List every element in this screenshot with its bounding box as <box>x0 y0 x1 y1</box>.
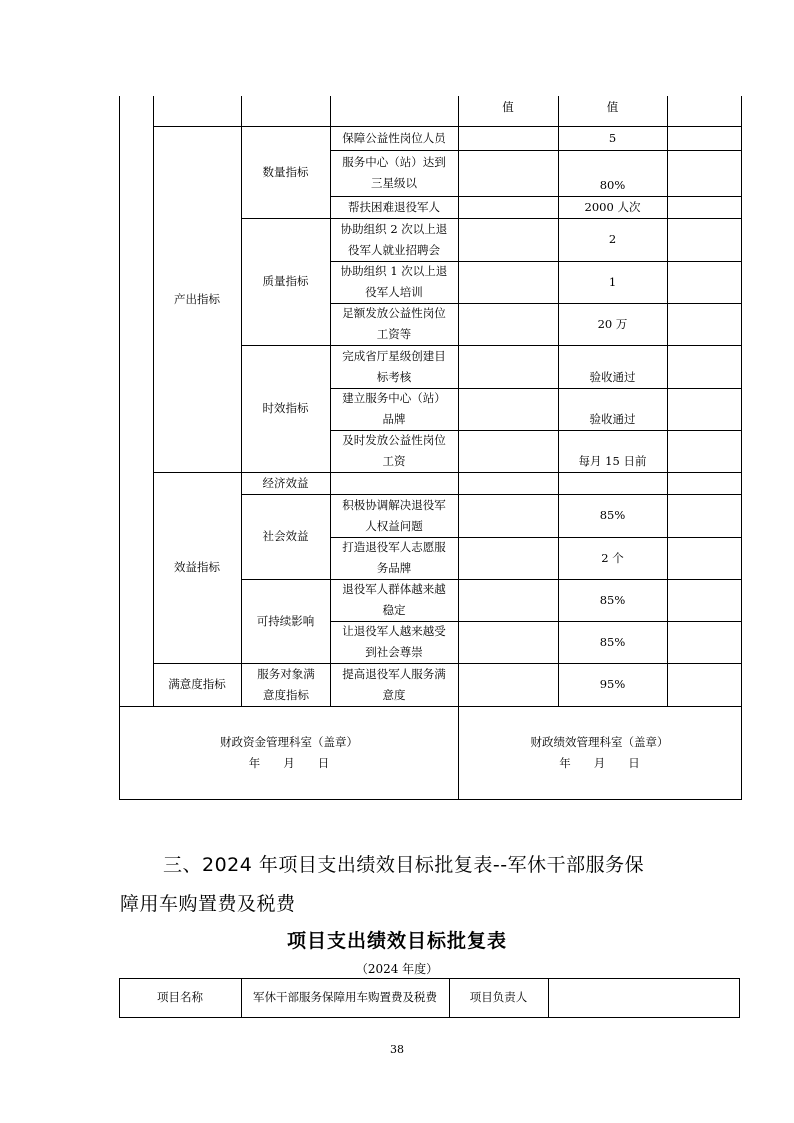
indicator-cell: 完成省厅星级创建目标考核 <box>342 348 446 384</box>
benefit-indicator-label: 效益指标 <box>174 560 220 574</box>
value-cell: 85% <box>599 592 626 607</box>
indicator-cell: 帮扶困难退役军人 <box>348 199 440 214</box>
value-cell: 85% <box>599 634 626 649</box>
header-value-2: 值 <box>606 99 619 114</box>
value-cell: 20 万 <box>597 316 628 331</box>
value-cell: 2 <box>608 232 617 246</box>
page-number: 38 <box>390 1043 404 1056</box>
sustainable-impact-label: 可持续影响 <box>256 613 315 628</box>
section-heading-line2: 障用车购置费及税费 <box>120 893 296 915</box>
sign-left-office: 财政资金管理科室（盖章） <box>220 735 358 749</box>
project-name-label: 项目名称 <box>157 990 203 1004</box>
project-name-value: 军休干部服务保障用车购置费及税费 <box>253 990 437 1004</box>
service-satisfaction-label: 服务对象满意度指标 <box>257 666 315 702</box>
value-cell: 2 个 <box>601 550 624 565</box>
project-owner-label: 项目负责人 <box>469 990 528 1004</box>
form-title: 项目支出绩效目标批复表 <box>286 930 507 952</box>
indicator-cell: 及时发放公益性岗位工资 <box>342 433 446 468</box>
header-value-1: 值 <box>502 99 514 114</box>
sign-right-office: 财政绩效管理科室（盖章） <box>530 735 669 749</box>
timeliness-indicator-label: 时效指标 <box>262 401 309 415</box>
form-year: （2024 年度） <box>355 962 439 976</box>
value-cell: 每月 15 日前 <box>578 454 647 468</box>
indicator-cell: 打造退役军人志愿服务品牌 <box>342 540 446 575</box>
satisfaction-indicator-label: 满意度指标 <box>168 677 226 691</box>
indicator-cell: 协助组织 1 次以上退役军人培训 <box>340 264 448 299</box>
quality-indicator-label: 质量指标 <box>262 274 309 288</box>
section-heading-line1: 三、2024 年项目支出绩效目标批复表--军休干部服务保 <box>163 854 645 876</box>
indicator-cell: 提高退役军人服务满意度 <box>342 666 446 702</box>
output-indicator-label: 产出指标 <box>174 291 220 306</box>
sign-right-date: 年 月 日 <box>559 756 640 770</box>
value-cell: 5 <box>608 130 617 145</box>
economic-benefit-label: 经济效益 <box>262 475 309 490</box>
indicator-cell: 让退役军人越来越受到社会尊崇 <box>342 624 446 659</box>
indicator-cell: 建立服务中心（站）品牌 <box>342 391 446 426</box>
indicator-cell: 足额发放公益性岗位工资等 <box>342 306 446 341</box>
value-cell: 验收通过 <box>589 370 636 384</box>
value-cell: 1 <box>608 274 617 289</box>
sign-left-date: 年 月 日 <box>248 756 330 770</box>
value-cell: 验收通过 <box>589 412 636 426</box>
social-benefit-label: 社会效益 <box>262 529 309 543</box>
indicator-cell: 服务中心（站）达到三星级以 <box>342 155 446 190</box>
project-owner-value <box>548 978 739 1017</box>
value-cell: 2000 人次 <box>584 199 641 214</box>
value-cell: 85% <box>599 508 626 522</box>
indicator-cell: 积极协调解决退役军人权益问题 <box>342 497 446 533</box>
indicator-cell: 协助组织 2 次以上退役军人就业招聘会 <box>340 221 448 257</box>
indicator-cell: 保障公益性岗位人员 <box>342 130 446 145</box>
indicator-cell: 退役军人群体越来越稳定 <box>342 582 446 617</box>
value-cell: 95% <box>599 677 626 691</box>
value-cell: 80% <box>599 178 626 192</box>
quantity-indicator-label: 数量指标 <box>262 164 309 179</box>
